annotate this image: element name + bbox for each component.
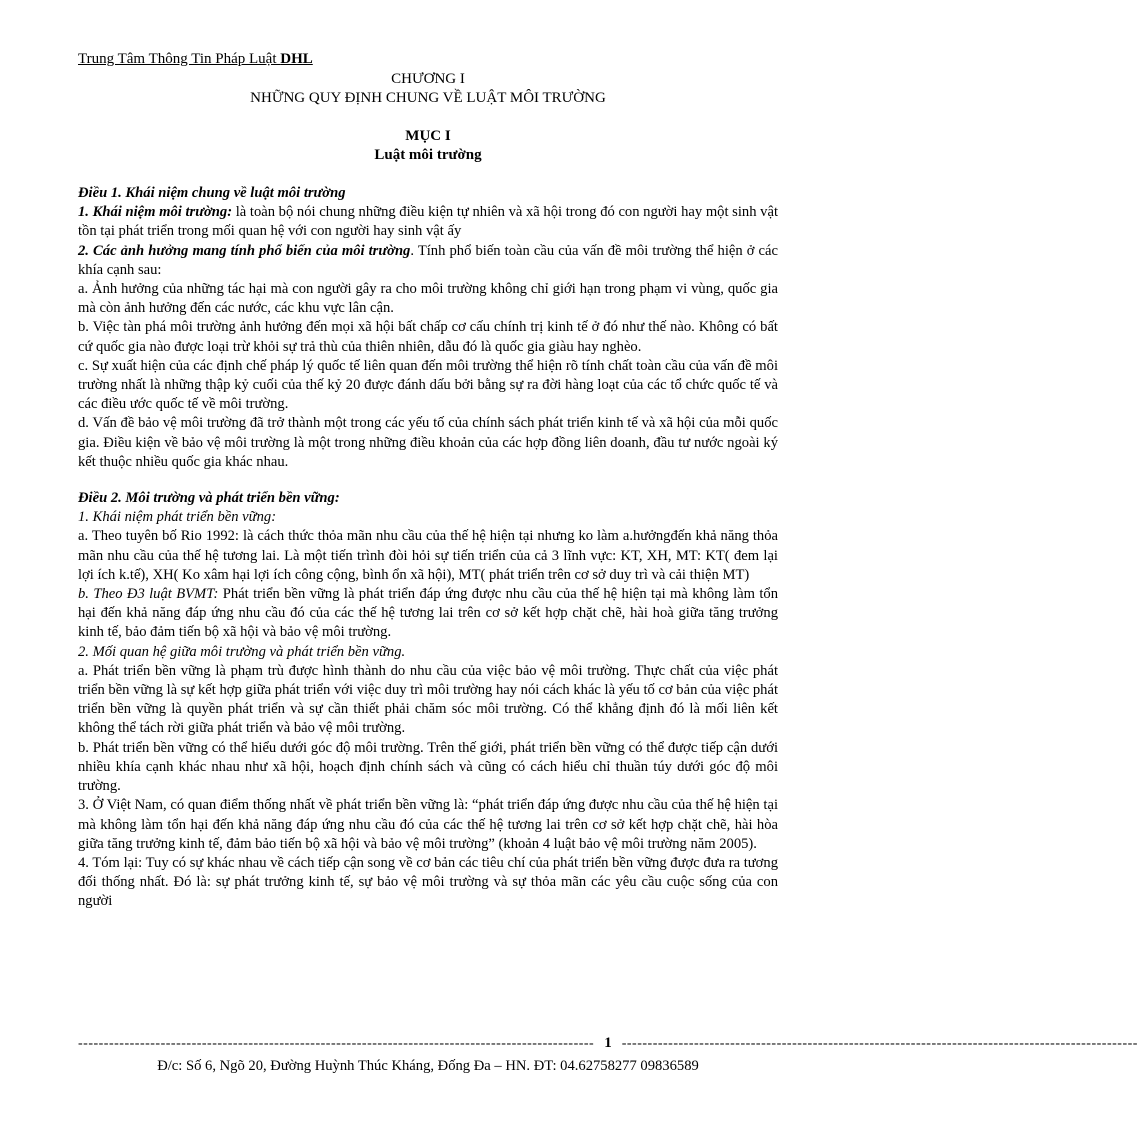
organization-header [78, 50, 778, 69]
footer-dashes-left: ---------------------------------------------------------------------------------------------------- [78, 1036, 595, 1051]
article-1-item-b: b. Việc tàn phá môi trường ảnh hưởng đến mọi xã hội bất chấp cơ cấu chính trị kinh tế ở đó như thế nào. Không có bất cứ quốc gia nào được loại trừ khỏi sự trả thù của thiên nhiên, dẫu đó là quốc gia giàu hay nghèo. [78, 319, 778, 355]
section-label: MỤC I [405, 128, 451, 144]
footer-dashes-right: ---------------------------------------------------------------------------------------------------- [621, 1036, 1138, 1051]
article-2-heading: Điều 2. Môi trường và phát triển bền vững: [78, 490, 340, 507]
article-1-item-a: a. Ảnh hưởng của những tác hại mà con người gây ra cho môi trường không chỉ giới hạn trong phạm vi vùng, quốc gia mà còn ảnh hưởng đến các nước, các khu vực lân cận. [78, 281, 778, 317]
article-2-item-3: 3. Ở Việt Nam, có quan điểm thống nhất về phát triển bền vững là: “phát triển đáp ứng được nhu cầu của thế hệ hiện tại mà không làm tổn hại đến khả năng đáp ứng nhu cầu đó của các thế hệ tương lai trên cơ sở kết hợp chặt chẽ, hài hòa giữa tăng trưởng kinh tế, đảm bảo tiến bộ xã hội và bảo vệ môi trường” (khoản 4 luật bảo vệ môi trường năm 2005). [78, 797, 778, 852]
chapter-label: CHƯƠNG I [391, 71, 465, 87]
article-1-para-2: 2. Các ảnh hưởng mang tính phổ biến của môi trường. Tính phổ biến toàn cầu của vấn đề môi trường thể hiện ở các khía cạnh sau: [78, 242, 778, 278]
article-1-item-d: d. Vấn đề bảo vệ môi trường đã trở thành một trong các yếu tố của chính sách phát triển kinh tế và xã hội của mỗi quốc gia. Điều kiện về bảo vệ môi trường là một trong những điều khoản của các hợp đồng liên doanh, đầu tư nước ngoài ký kết thuộc nhiều quốc gia khác nhau. [78, 415, 778, 470]
article-1-item-c: c. Sự xuất hiện của các định chế pháp lý quốc tế liên quan đến môi trường thể hiện rõ tính chất toàn cầu của vấn đề môi trường nhất là những thập kỷ cuối của thế kỷ 20 được đánh dấu bởi bằng sự ra đời hàng loạt của các tổ chức quốc tế và các điều ước quốc tế về môi trường. [78, 357, 778, 413]
article-2-item-2b: b. Phát triển bền vững có thể hiểu dưới góc độ môi trường. Trên thế giới, phát triển bền vững có thể được tiếp cận dưới nhiều khía cạnh khác nhau như xã hội, hoạch định chính sách và cũng có cách hiểu chỉ thuần túy dưới góc độ môi trường. [78, 739, 778, 795]
article-2-item-1a: a. Theo tuyên bố Rio 1992: là cách thức thỏa mãn nhu cầu của thế hệ hiện tại nhưng ko làm a.hưởngđến khả năng thỏa mãn nhu cầu của thế hệ tương lai. Là một tiến trình đòi hỏi sự tiến triển của cả 3 lĩnh vực: KT, XH, MT: KT( đem lại lợi ích k.tế), XH( Ko xâm hại lợi ích công cộng, bình ổn xã hội), MT( phát triển trên cơ sở duy trì và cải thiện MT) [78, 528, 778, 583]
document-page [78, 50, 778, 912]
article-1-heading: Điều 1. Khái niệm chung về luật môi trường [78, 185, 346, 201]
organization-abbr: DHL [280, 51, 313, 67]
organization-name: Trung Tâm Thông Tin Pháp Luật [78, 51, 281, 67]
article-2-subsection-1-title: 1. Khái niệm phát triển bền vững: [78, 509, 277, 526]
article-2-subsection-2-title: 2. Mối quan hệ giữa môi trường và phát triển bền vững. [78, 643, 406, 660]
section-title: Luật môi trường [374, 147, 482, 163]
page-number: 1 [604, 1035, 612, 1051]
page-footer [78, 1034, 1138, 1076]
article-2-item-2a: a. Phát triển bền vững là phạm trù được hình thành do nhu cầu của việc bảo vệ môi trường. Thực chất của việc phát triển bền vững là sự kết hợp giữa phát triển với việc duy trì môi trường hay nói cách khác là yếu tố cơ bản của việc phát triển bền vững là quyền phát triển và sự cần thiết phải chăm sóc môi trường. Có thể khẳng định đó là mối liên kết không thể tách rời giữa phát triển và bảo vệ môi trường. [78, 662, 778, 737]
article-2-item-1b: b. Theo Đ3 luật BVMT: Phát triển bền vững là phát triển đáp ứng được nhu cầu của thế hệ hiện tại mà không làm tổn hại đến khả năng đáp ứng nhu cầu đó của các thế hệ tương lai trên cơ sở kết hợp chặt chẽ, hài hoà giữa tăng trưởng kinh tế, bảo đảm tiến bộ xã hội và bảo vệ môi trường. [78, 586, 779, 641]
footer-address: Đ/c: Số 6, Ngõ 20, Đường Huỳnh Thúc Kháng, Đống Đa – HN. ĐT: 04.62758277 09836589 [157, 1058, 699, 1074]
footer-rule [78, 1034, 1138, 1053]
article-2-item-4: 4. Tóm lại: Tuy có sự khác nhau về cách tiếp cận song về cơ bản các tiêu chí của phát triển bền vững được đưa ra tương đối thống nhất. Đó là: sự phát trưởng kinh tế, sự bảo vệ môi trường và sự thỏa mãn các yêu cầu cuộc sống của con người [78, 854, 778, 910]
chapter-title: NHỮNG QUY ĐỊNH CHUNG VỀ LUẬT MÔI TRƯỜNG [250, 90, 606, 106]
article-1-para-1: 1. Khái niệm môi trường: là toàn bộ nói chung những điều kiện tự nhiên và xã hội trong đó con người hay một sinh vật tồn tại phát triển trong mối quan hệ với con người hay sinh vật ấy [78, 204, 778, 240]
